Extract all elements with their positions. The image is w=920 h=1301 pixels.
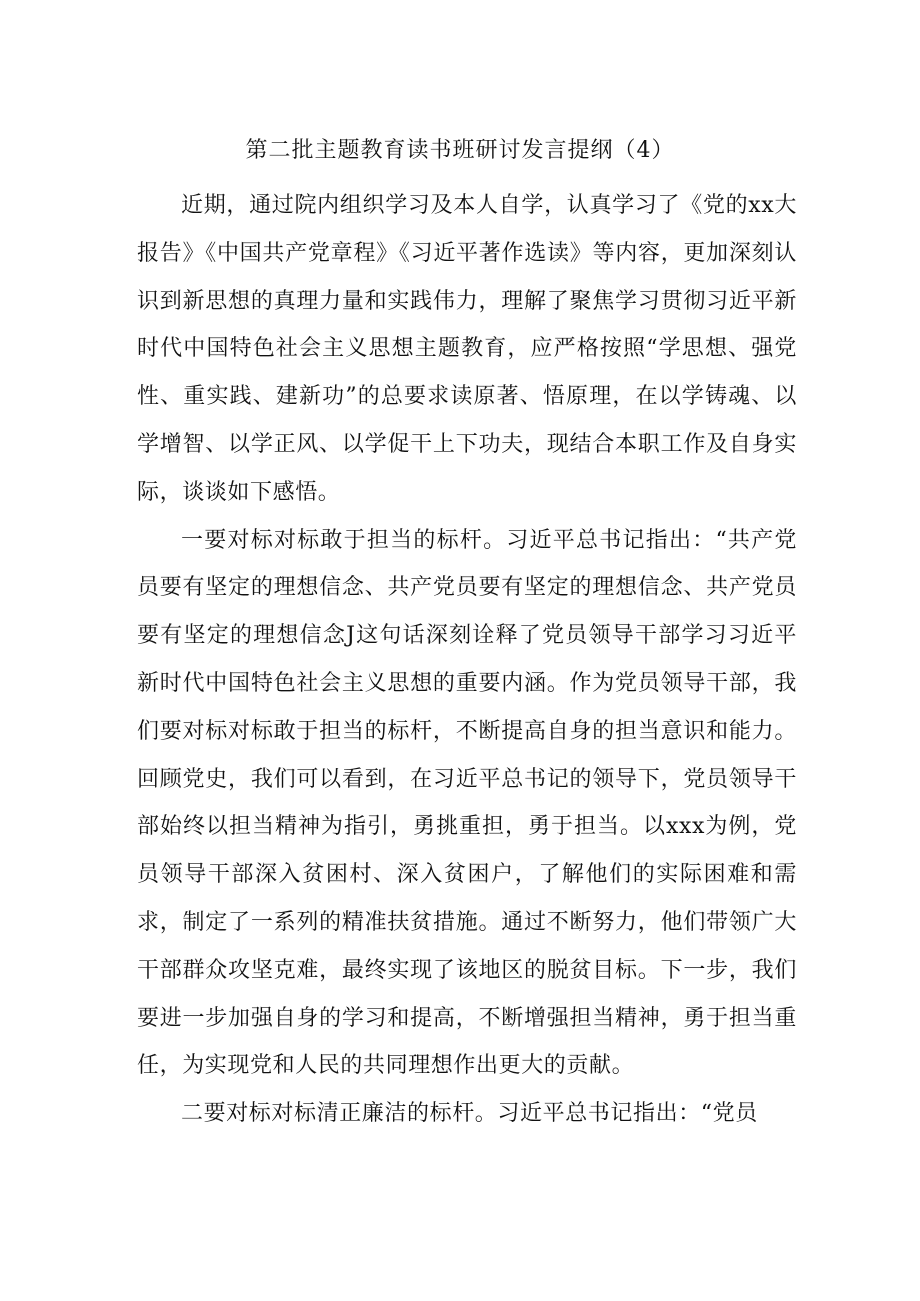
paragraph-point-one: 一要对标对标敢于担当的标杆。习近平总书记指出：“共产党员要有坚定的理想信念、共产党员要有坚定的理想信念、共产党员要有坚定的理想信念J这句话深刻诠释了党员领导干部学习习近平新时代中国特色社会主义思想的重要内涵。作为党员领导干部，我们要对标对标敢于担当的标杆，不断提高自身的担当意识和能力。回顾党史，我们可以看到，在习近平总书记的领导下，党员领导干部始终以担当精神为指引，勇挑重担，勇于担当。以xxx为例，党员领导干部深入贫困村、深入贫困户，了解他们的实际困难和需求，制定了一系列的精准扶贫措施。通过不断努力，他们带领广大干部群众攻坚克难，最终实现了该地区的脱贫目标。下一步，我们要进一步加强自身的学习和提高，不断增强担当精神，勇于担当重任，为实现党和人民的共同理想作出更大的贡献。 [137, 527, 797, 1079]
document-body [137, 182, 797, 1138]
document-title: 第二批主题教育读书班研讨发言提纲（4） [245, 138, 675, 163]
paragraph-intro: 近期，通过院内组织学习及本人自学，认真学习了《党的xx大报告》《中国共产党章程》《习近平著作选读》等内容，更加深刻认识到新思想的真理力量和实践伟力，理解了聚焦学习贯彻习近平新时代中国特色社会主义思想主题教育，应严格按照“学思想、强党性、重实践、建新功”的总要求读原著、悟原理，在以学铸魂、以学增智、以学正风、以学促干上下功夫，现结合本职工作及自身实际，谈谈如下感悟。 [137, 193, 797, 505]
paragraph-point-two: 二要对标对标清正廉洁的标杆。习近平总书记指出：“党员 [181, 1101, 758, 1127]
